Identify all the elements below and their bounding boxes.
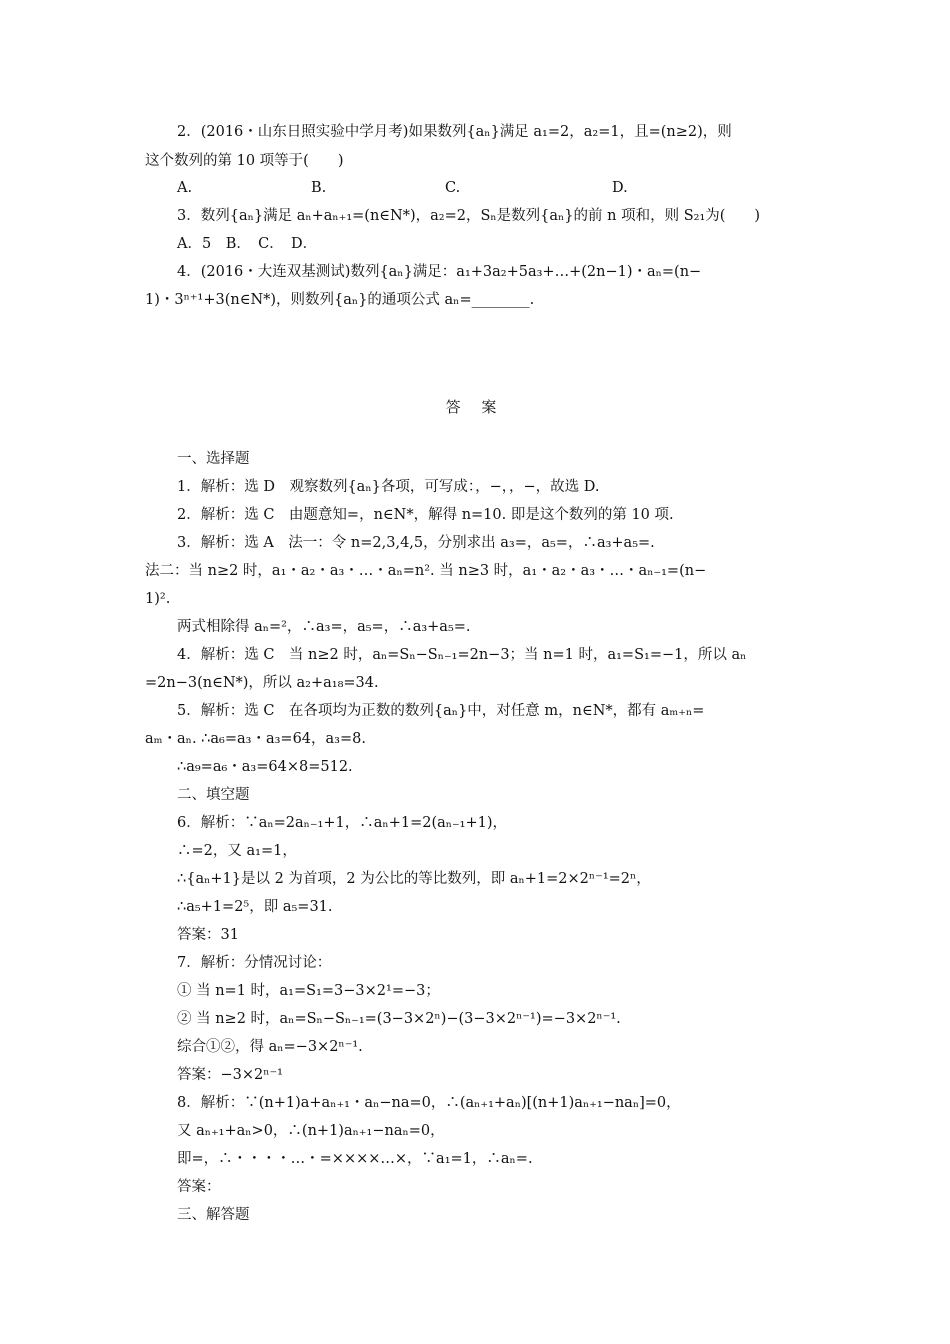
section-heading-fill: 二、填空题 <box>177 787 250 803</box>
answer-2: 2．解析：选 C 由题意知=，n∈N*，解得 n=10. 即是这个数列的第 10 项. <box>177 507 674 523</box>
answer-7-line-1: 7．解析：分情况讨论： <box>177 955 332 971</box>
question-2-line-2: 这个数列的第 10 项等于( ) <box>145 153 344 169</box>
answer-3-line-3: 1)². <box>145 591 171 607</box>
section-heading-choice: 一、选择题 <box>177 451 250 467</box>
question-2-choices <box>177 178 677 198</box>
answer-8-result: 答案： <box>177 1179 221 1195</box>
answer-5-line-1: 5．解析：选 C 在各项均为正数的数列{aₙ}中，对任意 m，n∈N*，都有 aₘ₊ₙ= <box>177 703 705 719</box>
answer-6-line-1: 6．解析：∵aₙ=2aₙ₋₁+1，∴aₙ+1=2(aₙ₋₁+1)， <box>177 815 508 831</box>
question-2-line-1: 2．(2016・山东日照实验中学月考)如果数列{aₙ}满足 a₁=2，a₂=1，且=(n≥2)，则 <box>177 124 732 140</box>
answer-7-line-3: ② 当 n≥2 时，aₙ=Sₙ−Sₙ₋₁=(3−3×2ⁿ)−(3−3×2ⁿ⁻¹)=−3×2ⁿ⁻¹. <box>177 1011 621 1027</box>
answer-3-line-2: 法二：当 n≥2 时，a₁・a₂・a₃・…・aₙ=n². 当 n≥3 时，a₁・a₂・a₃・…・aₙ₋₁=(n− <box>145 563 707 579</box>
answer-7-result: 答案：−3×2ⁿ⁻¹ <box>177 1067 283 1083</box>
choice-d: D. <box>612 180 628 196</box>
answer-7-line-2: ① 当 n=1 时，a₁=S₁=3−3×2¹=−3； <box>177 983 440 999</box>
section-heading-solve: 三、解答题 <box>177 1207 250 1223</box>
answer-5-line-2: aₘ・aₙ. ∴a₆=a₃・a₃=64，a₃=8. <box>145 731 366 747</box>
answer-1: 1．解析：选 D 观察数列{aₙ}各项，可写成：，−，，−，故选 D. <box>177 479 600 495</box>
question-3-line-1: 3．数列{aₙ}满足 aₙ+aₙ₊₁=(n∈N*)，a₂=2，Sₙ是数列{aₙ}的前 n 项和，则 S₂₁为( ) <box>177 208 761 224</box>
answer-6-line-2: ∴=2，又 a₁=1， <box>177 843 297 859</box>
answer-8-line-1: 8．解析：∵(n+1)a+aₙ₊₁・aₙ−na=0，∴(aₙ₊₁+aₙ)[(n+1)aₙ₊₁−naₙ]=0， <box>177 1095 681 1111</box>
answer-6-line-3: ∴{aₙ+1}是以 2 为首项，2 为公比的等比数列，即 aₙ+1=2×2ⁿ⁻¹=2ⁿ， <box>177 871 651 887</box>
answer-5-line-3: ∴a₉=a₆・a₃=64×8=512. <box>177 759 353 775</box>
choice-b: B. <box>311 180 327 196</box>
answer-8-line-2: 又 aₙ₊₁+aₙ>0，∴(n+1)aₙ₊₁−naₙ=0， <box>177 1123 445 1139</box>
question-3-choices: A．5 B． C． D． <box>177 236 318 252</box>
answer-title: 答 案 <box>445 398 505 416</box>
answer-8-line-3: 即=，∴・・・・…・=××××…×，∵a₁=1，∴aₙ=. <box>177 1151 533 1167</box>
answer-6-result: 答案：31 <box>177 927 239 943</box>
answer-7-line-4: 综合①②，得 aₙ=−3×2ⁿ⁻¹. <box>177 1039 363 1055</box>
answer-6-line-4: ∴a₅+1=2⁵，即 a₅=31. <box>177 899 333 915</box>
answer-4-line-2: =2n−3(n∈N*)，所以 a₂+a₁₈=34. <box>145 675 379 691</box>
answer-3-line-1: 3．解析：选 A 法一：令 n=2,3,4,5，分别求出 a₃=，a₅=，∴a₃+a₅=. <box>177 535 655 551</box>
choice-a: A. <box>177 180 193 196</box>
choice-c: C. <box>445 180 461 196</box>
answer-4-line-1: 4．解析：选 C 当 n≥2 时，aₙ=Sₙ−Sₙ₋₁=2n−3；当 n=1 时，a₁=S₁=−1，所以 aₙ <box>177 647 747 663</box>
answer-3-line-4: 两式相除得 aₙ=²，∴a₃=，a₅=，∴a₃+a₅=. <box>177 619 471 635</box>
question-4-line-2: 1)・3ⁿ⁺¹+3(n∈N*)，则数列{aₙ}的通项公式 aₙ=________. <box>145 292 535 308</box>
question-4-line-1: 4．(2016・大连双基测试)数列{aₙ}满足：a₁+3a₂+5a₃+…+(2n−1)・aₙ=(n− <box>177 264 702 280</box>
